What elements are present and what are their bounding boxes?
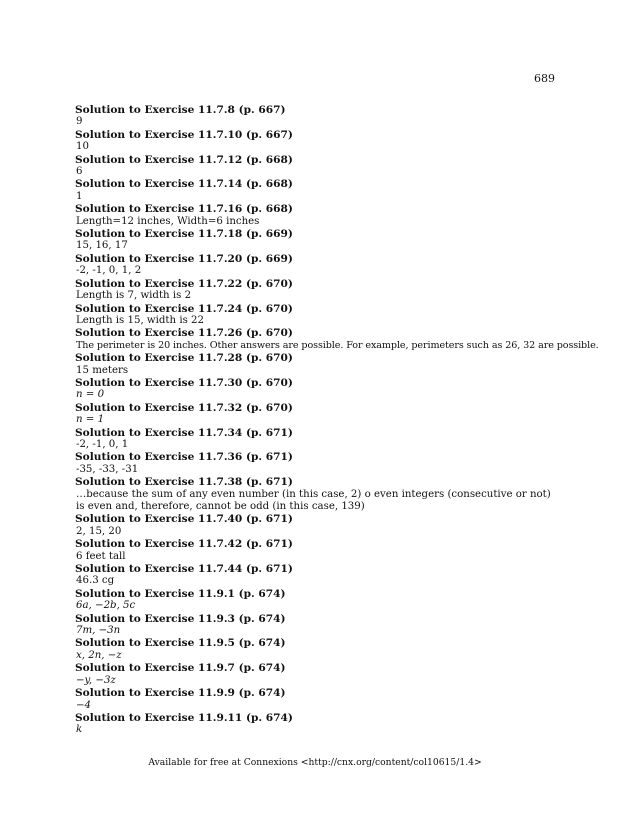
solution-answer: -35, -33, -31 [76, 463, 139, 475]
solution-answer: k [76, 724, 83, 736]
solution-entry [75, 637, 560, 662]
solution-heading: Solution to Exercise 11.7.42 (p. 671) [75, 538, 293, 551]
solution-answer: −y, −3z [76, 674, 116, 686]
solution-entry [75, 129, 560, 154]
solution-entry [75, 427, 560, 452]
solution-heading: Solution to Exercise 11.7.28 (p. 670) [75, 352, 293, 365]
solution-entry [75, 203, 560, 228]
solution-heading: Solution to Exercise 11.9.7 (p. 674) [75, 662, 286, 675]
solution-heading: Solution to Exercise 11.7.26 (p. 670) [75, 327, 293, 340]
solution-answer: Length is 15, width is 22 [76, 314, 205, 326]
solution-answer: 15 meters [76, 364, 129, 376]
solution-heading: Solution to Exercise 11.7.20 (p. 669) [75, 252, 293, 265]
solution-heading: Solution to Exercise 11.7.44 (p. 671) [75, 563, 293, 576]
solution-heading: Solution to Exercise 11.7.40 (p. 671) [75, 513, 293, 526]
solution-entry [75, 563, 560, 588]
solution-entry [75, 228, 560, 253]
solution-entry [75, 613, 560, 638]
solution-heading: Solution to Exercise 11.7.38 (p. 671) [75, 476, 293, 489]
solution-entry [75, 253, 560, 278]
solution-entry [75, 687, 560, 712]
solution-answer: Length is 7, width is 2 [76, 290, 192, 302]
solution-heading: Solution to Exercise 11.7.36 (p. 671) [75, 451, 293, 464]
solution-answer: 7m, −3n [76, 625, 121, 637]
solution-answer: Length=12 inches, Width=6 inches [76, 215, 260, 227]
solution-heading: Solution to Exercise 11.9.3 (p. 674) [75, 612, 286, 625]
solutions-list [75, 104, 599, 737]
solution-entry [75, 513, 560, 538]
solution-answer: 9 [76, 116, 83, 128]
solution-answer: 10 [76, 141, 89, 153]
solution-heading: Solution to Exercise 11.7.22 (p. 670) [75, 277, 293, 290]
solution-answer: −4 [76, 699, 92, 711]
solution-answer: …because the sum of any even number (in this case, 2) o even integers (consecutive or not) is even and, therefore, cannot be odd (in this case, 139) [76, 488, 551, 512]
solution-answer: 15, 16, 17 [76, 240, 128, 252]
solution-entry [75, 104, 560, 129]
solution-entry [75, 327, 599, 352]
solution-heading: Solution to Exercise 11.9.11 (p. 674) [75, 711, 293, 724]
solution-answer: 2, 15, 20 [76, 525, 122, 537]
solution-answer: -2, -1, 0, 1 [76, 438, 129, 450]
solution-answer: The perimeter is 20 inches. Other answers are possible. For example, perimeters such as 26, 32 are possible. [76, 339, 599, 351]
solution-entry [75, 662, 560, 687]
solution-answer: n = 0 [76, 389, 105, 401]
solution-answer: n = 1 [76, 414, 105, 426]
solution-entry [75, 451, 560, 476]
solution-heading: Solution to Exercise 11.7.32 (p. 670) [75, 401, 293, 414]
solution-heading: Solution to Exercise 11.7.30 (p. 670) [75, 376, 293, 389]
solution-answer: 6 [76, 166, 83, 178]
solution-answer: -2, -1, 0, 1, 2 [76, 265, 142, 277]
solution-heading: Solution to Exercise 11.7.14 (p. 668) [75, 178, 293, 191]
solution-answer: 46.3 cg [76, 575, 115, 587]
solution-answer: 6 feet tall [76, 550, 126, 562]
solution-entry [75, 402, 560, 427]
solution-entry [75, 352, 560, 377]
solution-entry [75, 377, 560, 402]
solution-entry [75, 154, 560, 179]
solution-heading: Solution to Exercise 11.7.18 (p. 669) [75, 228, 293, 241]
solution-entry [75, 178, 560, 203]
solution-answer: x, 2n, −z [76, 649, 122, 661]
solution-entry [75, 476, 560, 513]
footer-availability-note: Available for free at Connexions <http://cnx.org/content/col10615/1.4> [148, 757, 482, 768]
solution-heading: Solution to Exercise 11.7.16 (p. 668) [75, 203, 293, 216]
solution-entry [75, 588, 560, 613]
solution-heading: Solution to Exercise 11.7.8 (p. 667) [75, 104, 286, 116]
solution-entry [75, 278, 560, 303]
solution-heading: Solution to Exercise 11.9.9 (p. 674) [75, 687, 286, 700]
solution-entry [75, 303, 560, 328]
solution-heading: Solution to Exercise 11.7.34 (p. 671) [75, 426, 293, 439]
solution-entry [75, 538, 560, 563]
solution-heading: Solution to Exercise 11.9.1 (p. 674) [75, 587, 286, 600]
solution-answer: 1 [76, 190, 83, 202]
solution-heading: Solution to Exercise 11.7.12 (p. 668) [75, 153, 293, 166]
solution-heading: Solution to Exercise 11.7.24 (p. 670) [75, 302, 293, 315]
solution-answer: 6a, −2b, 5c [76, 600, 136, 612]
solution-heading: Solution to Exercise 11.9.5 (p. 674) [75, 637, 286, 650]
page-number: 689 [534, 72, 555, 85]
solution-entry [75, 712, 560, 737]
solution-heading: Solution to Exercise 11.7.10 (p. 667) [75, 128, 293, 141]
